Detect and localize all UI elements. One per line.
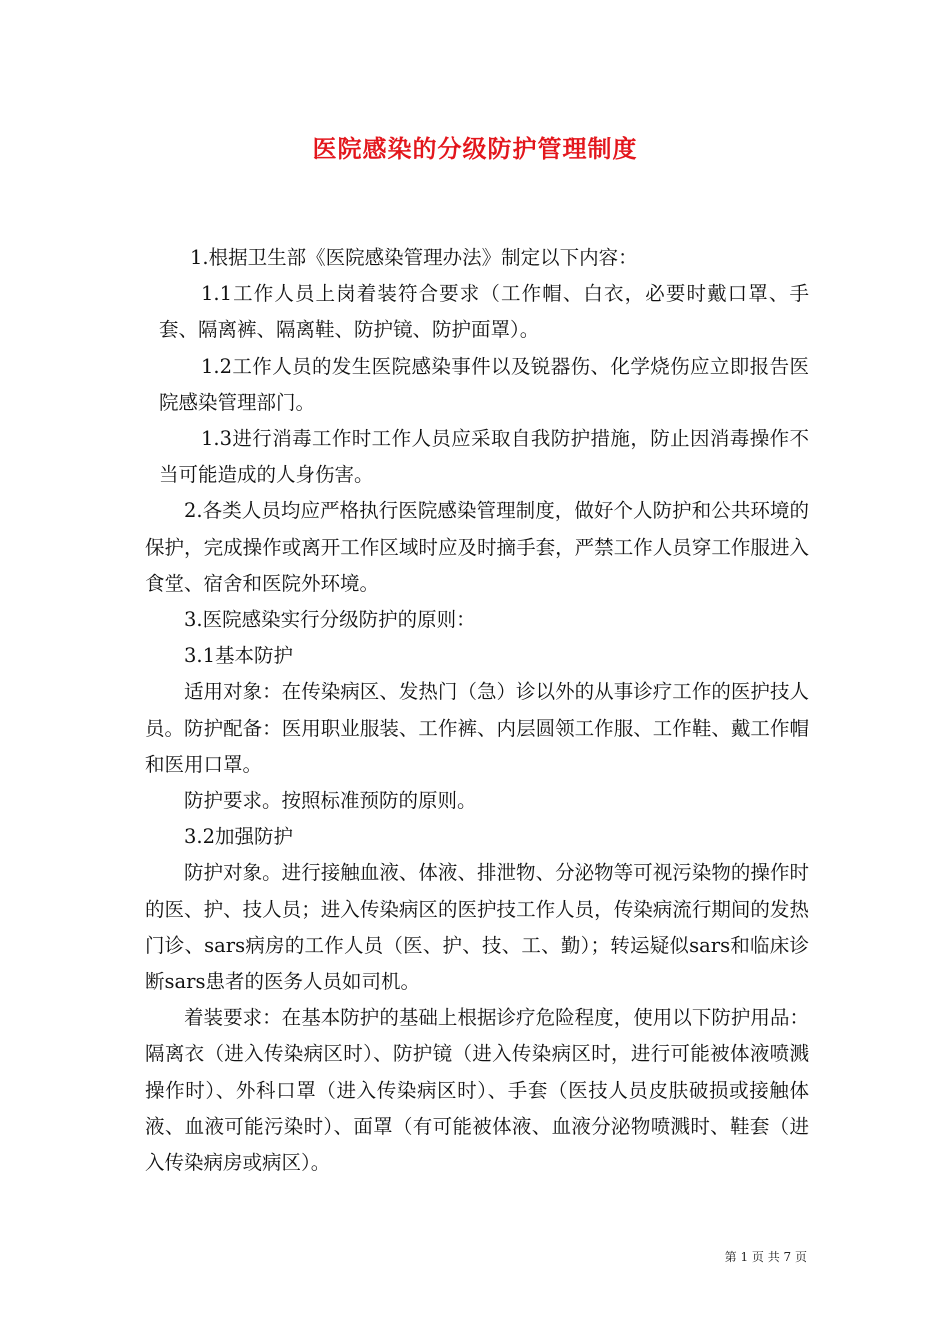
paragraph-1: 1.根据卫生部《医院感染管理办法》制定以下内容： [190,246,638,269]
paragraph-3-1-heading: 3.1基本防护 [184,644,294,668]
page-number-footer: 第 1 页 共 7 页 [724,1250,807,1264]
paragraph-2: 2.各类人员均应严格执行医院感染管理制度，做好个人防护和公共环境的保护，完成操作或离开工作区域时应及时摘手套，严禁工作人员穿工作服进入食堂、宿舍和医院外环境。 [145,499,809,595]
paragraph-protection-requirement: 防护要求。按照标准预防的原则。 [184,789,477,813]
paragraph-3: 3.医院感染实行分级防护的原则： [184,608,476,632]
document-body [145,240,809,1181]
paragraph-3-2-heading: 3.2加强防护 [184,825,294,849]
paragraph-1-2: 1.2工作人员的发生医院感染事件以及锐器伤、化学烧伤应立即报告医院感染管理部门。 [159,354,809,414]
paragraph-dress-requirement: 着装要求：在基本防护的基础上根据诊疗危险程度，使用以下防护用品：隔离衣（进入传染病区时）、防护镜（进入传染病区时，进行可能被体液喷溅操作时）、外科口罩（进入传染病区时）、手套（医技人员皮肤破损或接触体液、血液可能污染时）、面罩（有可能被体液、血液分泌物喷溅时、鞋套（进入传染病房或病区）。 [145,1006,809,1175]
paragraph-1-3: 1.3进行消毒工作时工作人员应采取自我防护措施，防止因消毒操作不当可能造成的人身伤害。 [159,427,809,487]
paragraph-protection-objects: 防护对象。进行接触血液、体液、排泄物、分泌物等可视污染物的操作时的医、护、技人员；进入传染病区的医护技工作人员，传染病流行期间的发热门诊、sars病房的工作人员（医、护、技、工、勤）；转运疑似sars和临床诊断sars患者的医务人员如司机。 [145,861,809,994]
paragraph-applicable-objects: 适用对象：在传染病区、发热门（急）诊以外的从事诊疗工作的医护技人员。防护配备：医用职业服装、工作裤、内层圆领工作服、工作鞋、戴工作帽和医用口罩。 [145,680,809,776]
document-title: 医院感染的分级防护管理制度 [312,134,638,163]
paragraph-1-1: 1.1工作人员上岗着装符合要求（工作帽、白衣，必要时戴口罩、手套、隔离裤、隔离鞋、防护镜、防护面罩）。 [159,282,809,342]
